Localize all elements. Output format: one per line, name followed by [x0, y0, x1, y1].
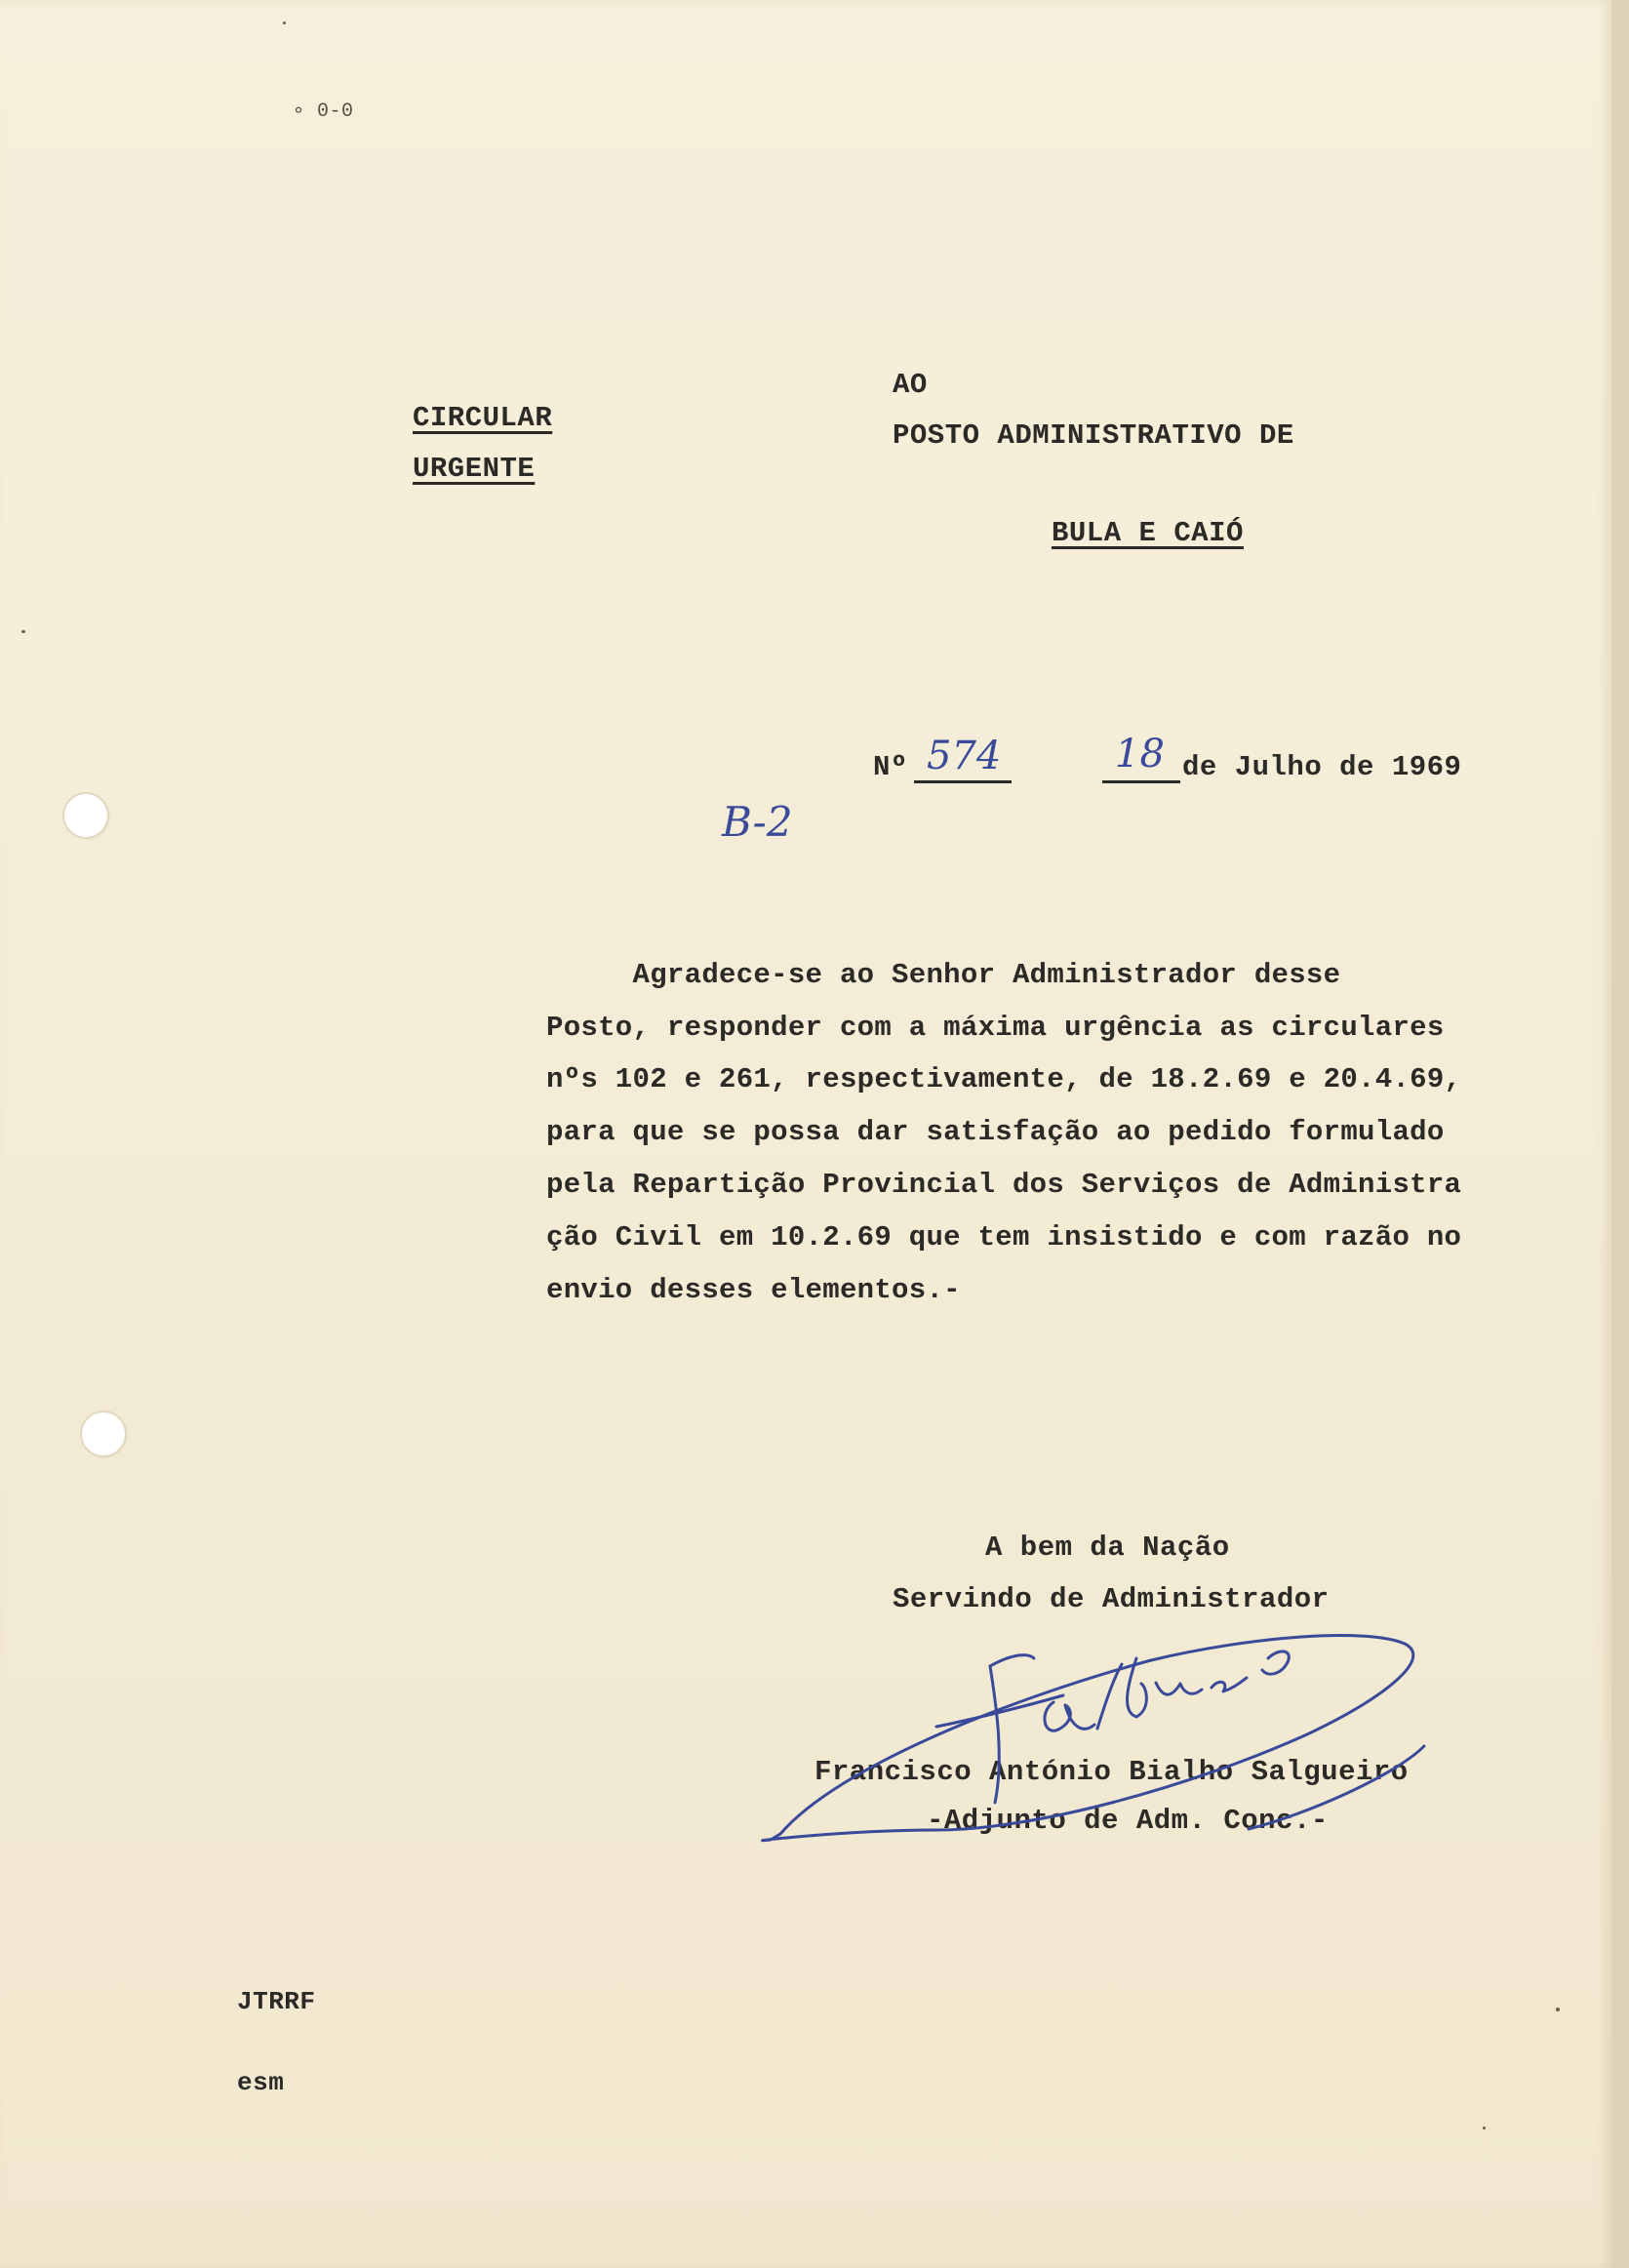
- reference-number-label: Nº: [873, 751, 908, 783]
- signer-title: -Adjunto de Adm. Conc.-: [927, 1805, 1329, 1837]
- handwritten-signature: [761, 1600, 1444, 1873]
- circular-label: CIRCULAR: [413, 402, 553, 434]
- paper-speck: [1483, 2127, 1486, 2129]
- body-line: nºs 102 e 261, respectivamente, de 18.2.69 e 20.4.69,: [546, 1063, 1462, 1095]
- signer-name: Francisco António Bialho Salgueiro: [814, 1756, 1409, 1788]
- paper-edge: [1611, 0, 1629, 2268]
- reference-number-underline: [914, 780, 1012, 783]
- top-mark: ∘ 0-0: [293, 100, 354, 123]
- reference-date: de Julho de 1969: [1182, 751, 1462, 783]
- paper-speck: [21, 630, 25, 633]
- addressee-place: BULA E CAIÓ: [1052, 517, 1244, 549]
- body-line: envio desses elementos.-: [546, 1274, 961, 1306]
- addressee-line-2: POSTO ADMINISTRATIVO DE: [893, 419, 1294, 452]
- reference-day-handwritten: 18: [1115, 732, 1165, 776]
- addressee-line-1: AO: [893, 369, 928, 401]
- closing-line-1: A bem da Nação: [985, 1532, 1230, 1564]
- reference-day-underline: [1102, 780, 1180, 783]
- body-line: Agradece-se ao Senhor Administrador desse: [546, 959, 1341, 991]
- urgent-label: URGENTE: [413, 453, 536, 485]
- body-line: Posto, responder com a máxima urgência as circulares: [546, 1012, 1445, 1044]
- punch-hole-bottom: [82, 1413, 125, 1455]
- reference-number-handwritten: 574: [927, 734, 1002, 778]
- punch-hole-top: [64, 794, 107, 837]
- body-line: pela Repartição Provincial dos Serviços de Administra: [546, 1169, 1462, 1201]
- paper-speck: [1556, 2008, 1560, 2011]
- body-line: para que se possa dar satisfação ao pedido formulado: [546, 1116, 1445, 1148]
- closing-line-2: Servindo de Administrador: [893, 1583, 1330, 1615]
- footer-reference-2: esm: [237, 2068, 285, 2097]
- footer-reference-1: JTRRF: [237, 1987, 316, 2016]
- paper-speck: [283, 21, 286, 24]
- body-line: ção Civil em 10.2.69 que tem insistido e com razão no: [546, 1221, 1462, 1253]
- handwritten-code: B-2: [722, 798, 793, 846]
